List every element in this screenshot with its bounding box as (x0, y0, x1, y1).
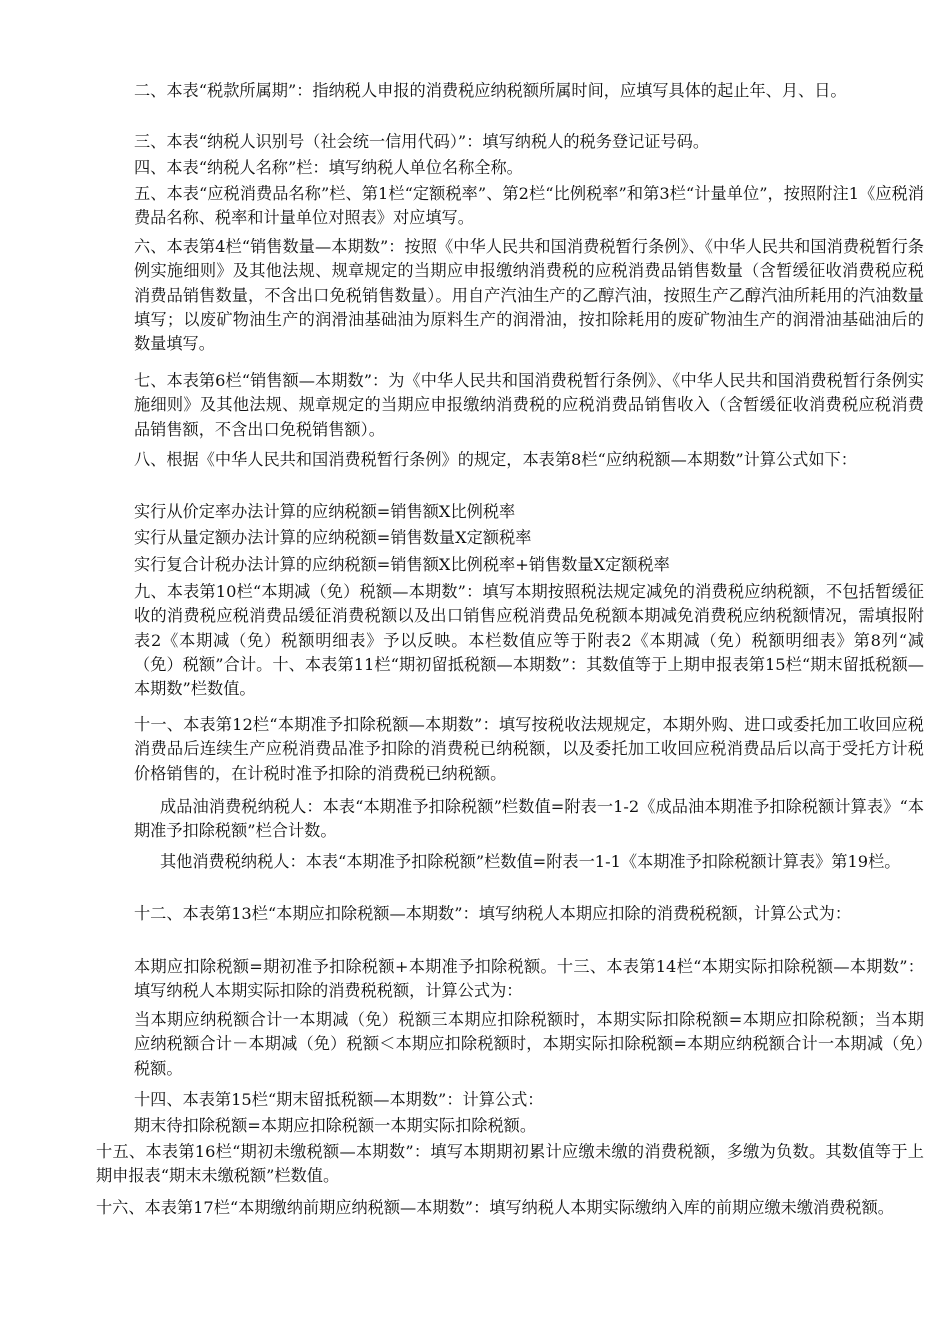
paragraph-13: 本期应扣除税额=期初准予扣除税额+本期准予扣除税额。十三、本表第14栏“本期实际扣除税额—本期数”：填写纳税人本期实际扣除的消费税税额，计算公式为： (134, 957, 924, 1001)
formula-compound: 实行复合计税办法计算的应纳税额=销售额X比例税率+销售数量X定额税率 (134, 555, 670, 574)
paragraph-6: 六、本表第4栏“销售数量—本期数”：按照《中华人民共和国消费税暂行条例》、《中华人民共和国消费税暂行条例实施细则》及其他法规、规章规定的当期应申报缴纳消费税的应税消费品销售数量（含暂缓征收消费税应税消费品销售数量，不含出口免税销售数量）。用自产汽油生产的乙醇汽油，按照生产乙醇汽油所耗用的汽油数量填写；以废矿物油生产的润滑油基础油为原料生产的润滑油，按扣除耗用的废矿物油生产的润滑油基础油后的数量填写。 (134, 237, 924, 354)
paragraph-13-formula: 当本期应纳税额合计一本期减（免）税额三本期应扣除税额时，本期实际扣除税额=本期应扣除税额；当本期应纳税额合计－本期减（免）税额＜本期应扣除税额时，本期实际扣除税额=本期应纳税额合计一本期减（免）税额。 (134, 1010, 924, 1078)
formula-specific: 实行从量定额办法计算的应纳税额=销售数量X定额税率 (134, 528, 532, 547)
paragraph-7: 七、本表第6栏“销售额—本期数”：为《中华人民共和国消费税暂行条例》、《中华人民共和国消费税暂行条例实施细则》及其他法规、规章规定的当期应申报缴纳消费税的应税消费品销售收入（含暂缓征收消费税应税消费品销售额，不含出口免税销售额）。 (134, 371, 924, 439)
paragraph-other-taxpayers: 其他消费税纳税人：本表“本期准予扣除税额”栏数值=附表一1-1《本期准予扣除税额计算表》第19栏。 (160, 852, 901, 871)
paragraph-4: 四、本表“纳税人名称”栏：填写纳税人单位名称全称。 (134, 158, 523, 177)
paragraph-2: 二、本表“税款所属期”：指纳税人申报的消费税应纳税额所属时间，应填写具体的起止年、月、日。 (134, 81, 847, 100)
paragraph-5: 五、本表“应税消费品名称”栏、第1栏“定额税率”、第2栏“比例税率”和第3栏“计量单位”，按照附注1《应税消费品名称、税率和计量单位对照表》对应填写。 (134, 184, 924, 228)
paragraph-16: 十六、本表第17栏“本期缴纳前期应纳税额—本期数”：填写纳税人本期实际缴纳入库的前期应缴未缴消费税额。 (96, 1198, 894, 1217)
paragraph-15: 十五、本表第16栏“期初未缴税额—本期数”：填写本期期初累计应缴未缴的消费税额，多缴为负数。其数值等于上期申报表“期末未缴税额”栏数值。 (96, 1142, 924, 1186)
paragraph-14: 十四、本表第15栏“期末留抵税额—本期数”：计算公式： (134, 1090, 544, 1109)
formula-ad-valorem: 实行从价定率办法计算的应纳税额=销售额X比例税率 (134, 502, 516, 521)
paragraph-14-formula: 期末待扣除税额=本期应扣除税额一本期实际扣除税额。 (134, 1116, 537, 1135)
paragraph-8: 八、根据《中华人民共和国消费税暂行条例》的规定，本表第8栏“应纳税额—本期数”计算公式如下： (134, 450, 857, 469)
paragraph-12: 十二、本表第13栏“本期应扣除税额—本期数”：填写纳税人本期应扣除的消费税税额，计算公式为： (134, 904, 852, 923)
paragraph-refined-oil: 成品油消费税纳税人：本表“本期准予扣除税额”栏数值=附表一1-2《成品油本期准予扣除税额计算表》“本期准予扣除税额”栏合计数。 (134, 797, 924, 841)
paragraph-3: 三、本表“纳税人识别号（社会统一信用代码）”：填写纳税人的税务登记证号码。 (134, 132, 710, 151)
paragraph-9-10: 九、本表第10栏“本期减（免）税额—本期数”：填写本期按照税法规定减免的消费税应纳税额，不包括暂缓征收的消费税应税消费品缓征消费税额以及出口销售应税消费品免税额本期减免消费税应纳税额情况，需填报附表2《本期减（免）税额明细表》予以反映。本栏数值应等于附表2《本期减（免）税额明细表》第8列“减（免）税额”合计。十、本表第11栏“期初留抵税额—本期数”：其数值等于上期申报表第15栏“期末留抵税额—本期数”栏数值。 (134, 582, 924, 699)
paragraph-11: 十一、本表第12栏“本期准予扣除税额—本期数”：填写按税收法规规定，本期外购、进口或委托加工收回应税消费品后连续生产应税消费品准予扣除的消费税已纳税额，以及委托加工收回应税消费品后以高于受托方计税价格销售的，在计税时准予扣除的消费税已纳税额。 (134, 715, 924, 783)
